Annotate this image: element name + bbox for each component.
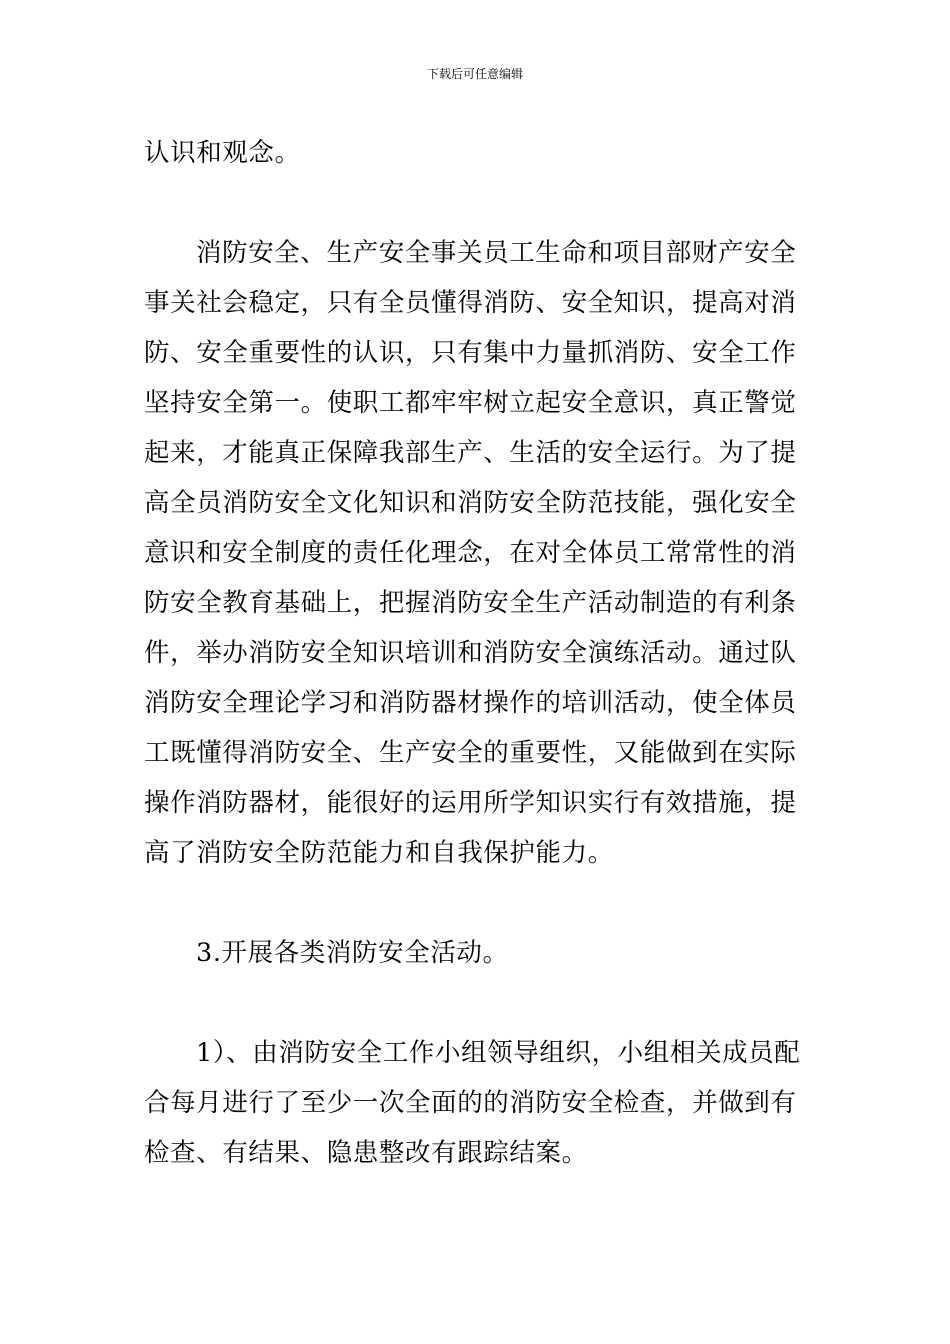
heading-line: 3.开展各类消防安全活动。 [196,938,509,968]
paragraph-spacer [144,978,808,1028]
text-line: 高了消防安全防范能力和自我保护能力。 [144,838,614,868]
text-line: 防、安全重要性的认识，只有集中力量抓消防、安全工作 [144,338,797,368]
text-line: 操作消防器材，能很好的运用所学知识实行有效措施，提 [144,788,797,818]
document-body [144,128,808,1178]
text-line: 合每月进行了至少一次全面的的消防安全检查，并做到有 [144,1088,797,1118]
text-line: 防安全教育基础上，把握消防安全生产活动制造的有利条 [144,588,797,618]
text-line: 检查、有结果、隐患整改有跟踪结案。 [144,1138,588,1168]
text-line: 事关社会稳定，只有全员懂得消防、安全知识，提高对消 [144,288,797,318]
paragraph-continuation [144,128,808,178]
section-heading [144,928,808,978]
text-line: 意识和安全制度的责任化理念，在对全体员工常常性的消 [144,538,797,568]
paragraph-inspection [144,1028,808,1178]
paragraph-spacer [144,878,808,928]
text-line: 坚持安全第一。使职工都牢牢树立起安全意识，真正警觉 [144,388,797,418]
text-line: 1）、由消防安全工作小组领导组织，小组相关成员配 [196,1038,801,1068]
text-line: 认识和观念。 [144,138,301,168]
text-line: 起来，才能真正保障我部生产、生活的安全运行。为了提 [144,438,797,468]
paragraph-spacer [144,178,808,228]
text-line: 消防安全、生产安全事关员工生命和项目部财产安全 [196,238,797,268]
text-line: 高全员消防安全文化知识和消防安全防范技能，强化安全 [144,488,797,518]
text-line: 件，举办消防安全知识培训和消防安全演练活动。通过队 [144,638,797,668]
paragraph-safety-importance [144,228,808,878]
text-line: 消防安全理论学习和消防器材操作的培训活动，使全体员 [144,688,797,718]
page-header: 下载后可任意编辑 [426,67,523,81]
text-line: 工既懂得消防安全、生产安全的重要性，又能做到在实际 [144,738,797,768]
